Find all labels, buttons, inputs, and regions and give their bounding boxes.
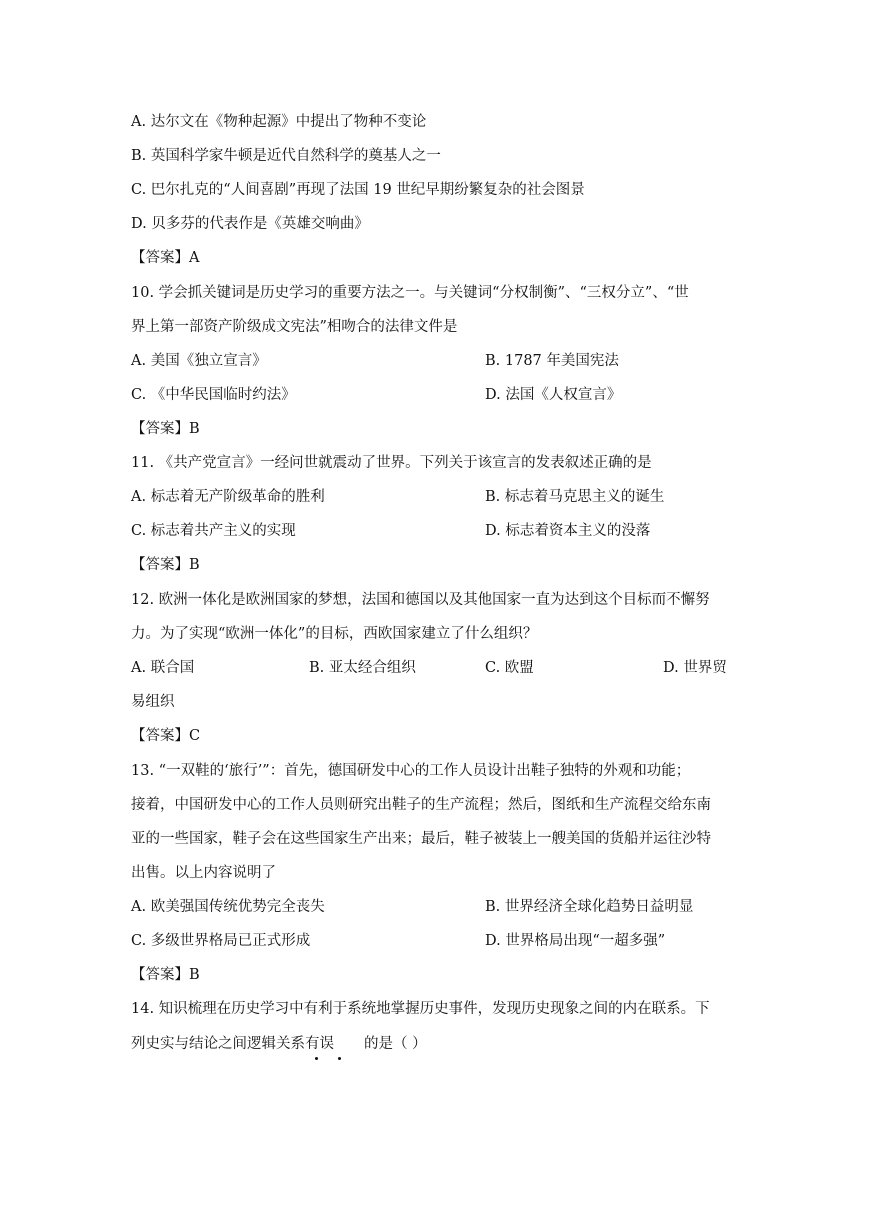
q13-option-a: A. 欧美强国传统优势完全丧失 bbox=[131, 899, 325, 915]
q13-option-b: B. 世界经济全球化趋势日益明显 bbox=[485, 899, 694, 915]
q14-stem-text: 列史实与结论之间逻辑关系 bbox=[131, 1036, 305, 1052]
q12-answer: 【答案】C bbox=[131, 728, 201, 744]
q9-option-c: C. 巴尔扎克的“人间喜剧”再现了法国 19 世纪早期纷繁复杂的社会图景 bbox=[131, 182, 585, 198]
q11-stem: 11. 《共产党宣言》一经问世就震动了世界。下列关于该宣言的发表叙述正确的是 bbox=[131, 455, 652, 471]
q10-option-c: C. 《中华民国临时约法》 bbox=[131, 387, 296, 403]
q14-stem-end: 的是（ ） bbox=[364, 1036, 427, 1052]
q11-answer: 【答案】B bbox=[131, 557, 200, 573]
q13-option-c: C. 多级世界格局已正式形成 bbox=[131, 933, 311, 949]
q10-option-b: B. 1787 年美国宪法 bbox=[485, 353, 619, 369]
q14-stem-line-2 bbox=[131, 1034, 427, 1054]
q12-option-a: A. 联合国 bbox=[131, 660, 195, 676]
q10-stem-line-1: 10. 学会抓关键词是历史学习的重要方法之一。与关键词“分权制衡”、“三权分立”、“世 bbox=[131, 285, 689, 301]
q12-option-d: D. 世界贸 bbox=[663, 660, 727, 676]
q10-answer: 【答案】B bbox=[131, 421, 200, 437]
q9-option-d: D. 贝多芬的代表作是《英雄交响曲》 bbox=[131, 216, 369, 232]
q13-stem-line-3: 亚的一些国家，鞋子会在这些国家生产出来；最后，鞋子被装上一艘美国的货船并运往沙特 bbox=[131, 831, 711, 847]
q12-option-c: C. 欧盟 bbox=[485, 660, 534, 676]
q12-option-b: B. 亚太经合组织 bbox=[309, 660, 416, 676]
emphasis-dot bbox=[315, 1057, 318, 1060]
q14-emphasis: 有误 bbox=[305, 1036, 334, 1052]
q13-option-d: D. 世界格局出现“一超多强” bbox=[485, 933, 666, 949]
q13-answer: 【答案】B bbox=[131, 967, 200, 983]
q11-option-a: A. 标志着无产阶级革命的胜利 bbox=[131, 489, 325, 505]
q11-option-c: C. 标志着共产主义的实现 bbox=[131, 523, 296, 539]
q12-stem-line-1: 12. 欧洲一体化是欧洲国家的梦想，法国和德国以及其他国家一直为达到这个目标而不懈努 bbox=[131, 592, 710, 608]
q13-stem-line-1: 13. “一双鞋的‘旅行’”：首先，德国研发中心的工作人员设计出鞋子独特的外观和功能； bbox=[131, 763, 691, 779]
q9-option-b: B. 英国科学家牛顿是近代自然科学的奠基人之一 bbox=[131, 148, 441, 164]
emphasis-dot bbox=[338, 1057, 341, 1060]
q11-option-d: D. 标志着资本主义的没落 bbox=[485, 523, 651, 539]
q11-option-b: B. 标志着马克思主义的诞生 bbox=[485, 489, 665, 505]
q10-stem-line-2: 界上第一部资产阶级成文宪法”相吻合的法律文件是 bbox=[131, 319, 458, 335]
q10-option-d: D. 法国《人权宣言》 bbox=[485, 387, 622, 403]
q13-stem-line-2: 接着，中国研发中心的工作人员则研究出鞋子的生产流程；然后，图纸和生产流程交给东南 bbox=[131, 797, 711, 813]
q14-stem-line-1: 14. 知识梳理在历史学习中有利于系统地掌握历史事件，发现历史现象之间的内在联系。下 bbox=[131, 1001, 710, 1017]
q13-stem-line-4: 出售。以上内容说明了 bbox=[131, 865, 276, 881]
q12-stem-line-2: 力。为了实现“欧洲一体化”的目标，西欧国家建立了什么组织？ bbox=[131, 626, 538, 642]
q9-answer: 【答案】A bbox=[131, 250, 200, 266]
q9-option-a: A. 达尔文在《物种起源》中提出了物种不变论 bbox=[131, 114, 427, 130]
q12-option-d-wrap: 易组织 bbox=[131, 694, 175, 710]
q10-option-a: A. 美国《独立宣言》 bbox=[131, 353, 267, 369]
